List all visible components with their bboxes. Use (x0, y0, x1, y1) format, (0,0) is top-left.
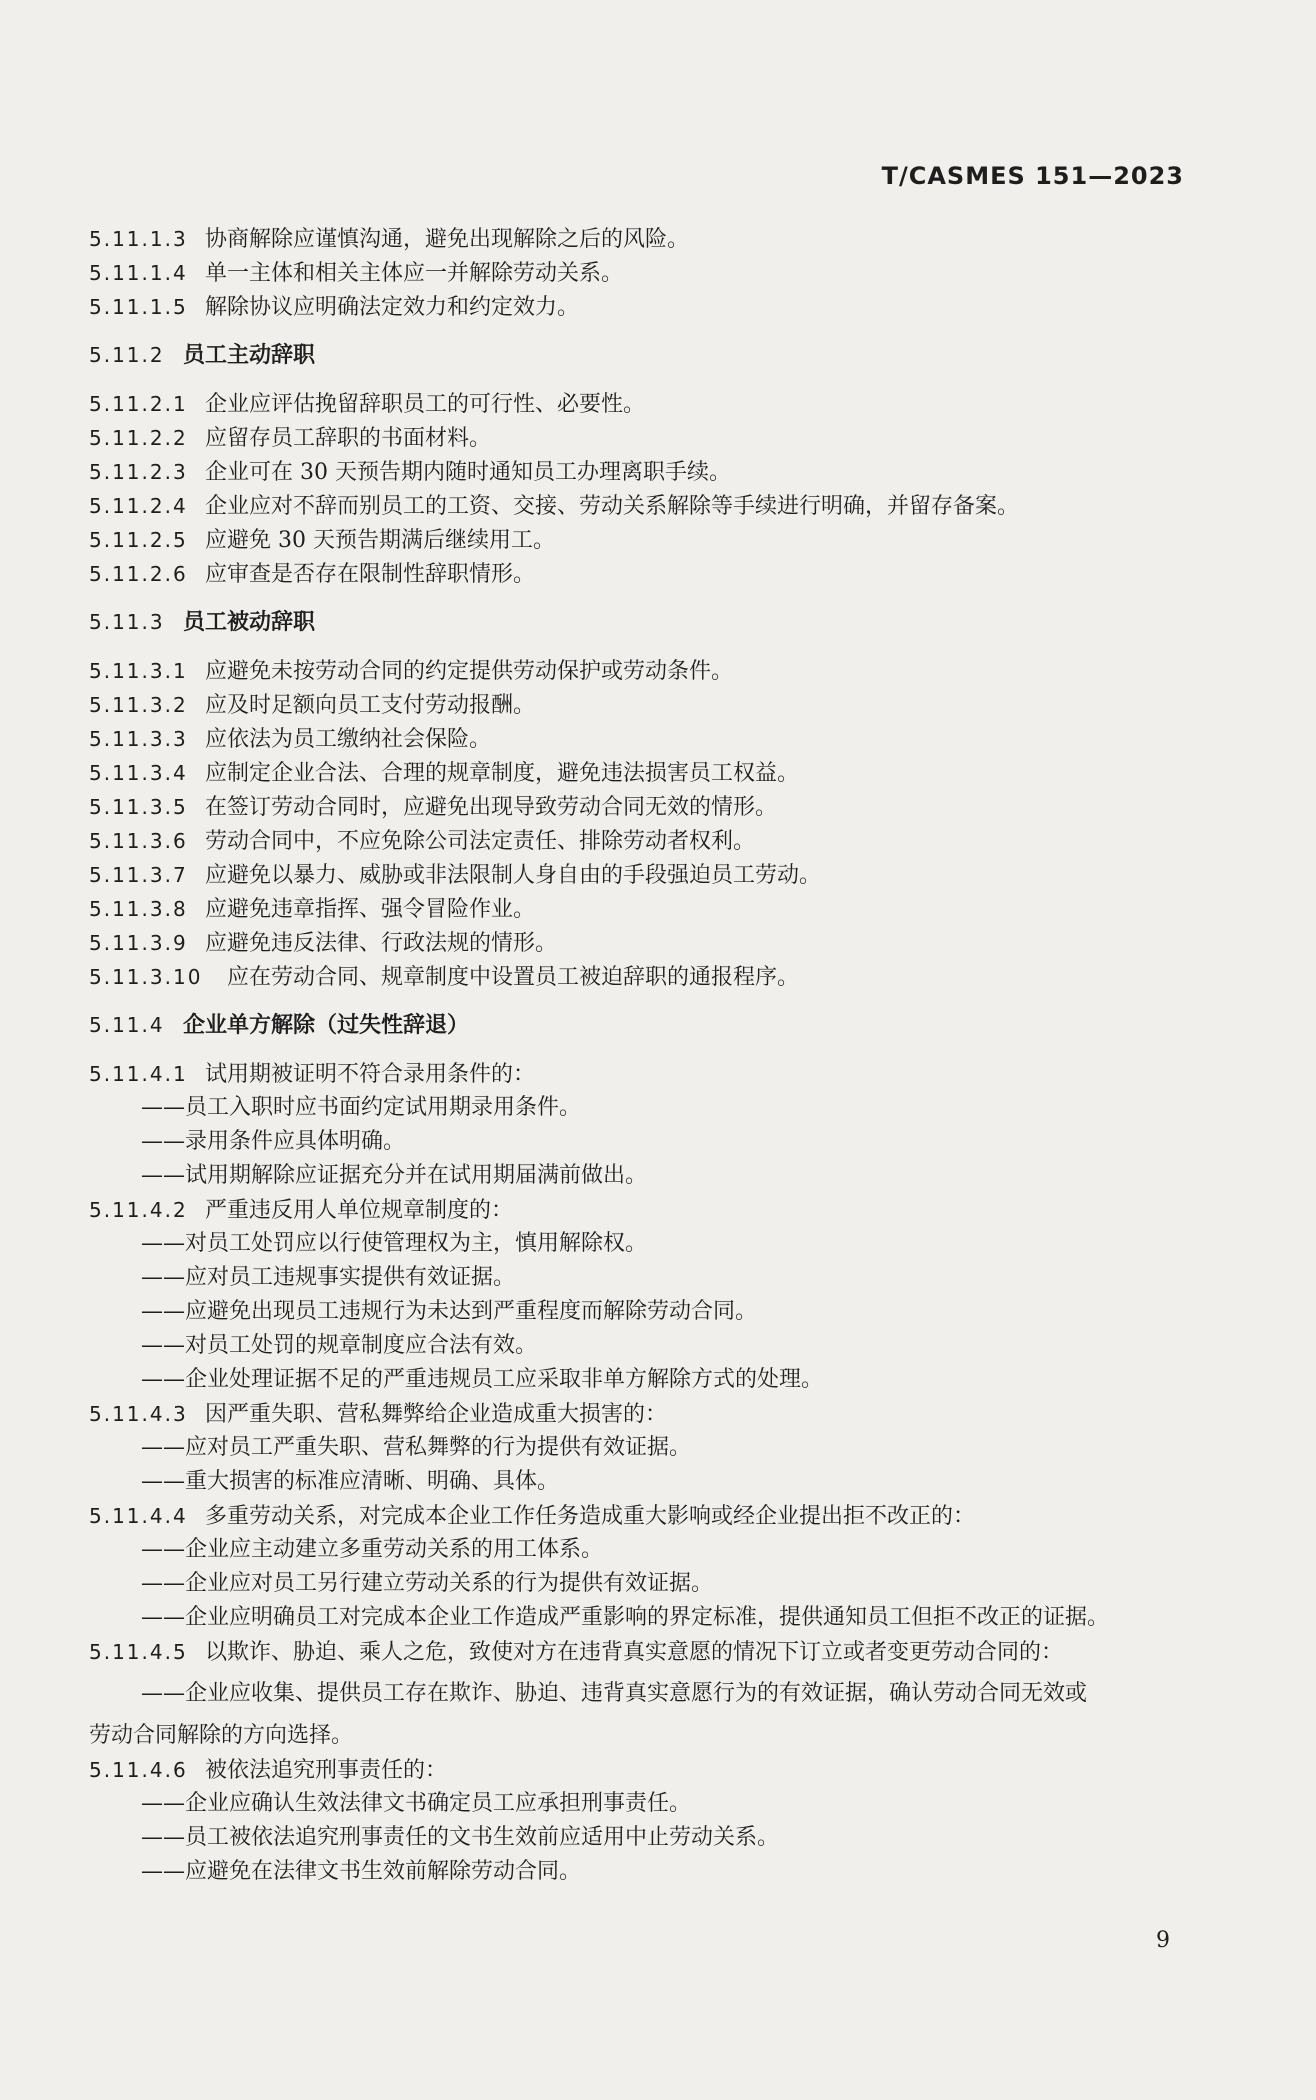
section-title: 员工主动辞职 (183, 343, 316, 368)
clause-5-11-3-1 (89, 654, 1239, 688)
clause-number: 5.11.2.2 (89, 426, 188, 450)
clause-number: 5.11.4.1 (89, 1062, 188, 1086)
list-item: ——试用期解除应证据充分并在试用期届满前做出。 (141, 1163, 648, 1188)
list-item: ——对员工处罚的规章制度应合法有效。 (141, 1333, 538, 1358)
clause-5-11-1-5 (89, 290, 1239, 324)
page-content (89, 222, 1239, 1889)
clause-text: 应在劳动合同、规章制度中设置员工被迫辞职的通报程序。 (227, 965, 800, 990)
clause-text: 被依法追究刑事责任的： (205, 1758, 448, 1783)
clause-5-11-3-8 (89, 892, 1239, 926)
clause-number: 5.11.4.4 (89, 1504, 188, 1528)
clause-5-11-3-6 (89, 824, 1239, 858)
clause-number: 5.11.2.1 (89, 392, 188, 416)
clause-5-11-2-1 (89, 387, 1239, 421)
clause-text: 应留存员工辞职的书面材料。 (205, 426, 492, 451)
list-item: ——员工入职时应书面约定试用期录用条件。 (141, 1095, 582, 1120)
clause-number: 5.11.2.6 (89, 562, 188, 586)
clause-text: 应避免未按劳动合同的约定提供劳动保护或劳动条件。 (205, 659, 734, 684)
clause-5-11-4-3 (89, 1397, 1239, 1431)
section-heading-5-11-3 (89, 605, 1239, 639)
clause-5-11-1-4 (89, 256, 1239, 290)
clause-5-11-3-4 (89, 756, 1239, 790)
clause-number: 5.11.3.2 (89, 693, 188, 717)
list-item: ——企业应明确员工对完成本企业工作造成严重影响的界定标准，提供通知员工但拒不改正的证据。 (141, 1605, 1110, 1630)
clause-text: 严重违反用人单位规章制度的： (205, 1198, 514, 1223)
clause-5-11-4-1 (89, 1057, 1239, 1091)
clause-number: 5.11.1.5 (89, 295, 188, 319)
standard-code: T/CASMES 151—2023 (881, 162, 1184, 190)
clause-5-11-3-7 (89, 858, 1239, 892)
clause-number: 5.11.4.3 (89, 1402, 188, 1426)
clause-5-11-2-5 (89, 523, 1239, 557)
clause-number: 5.11.3.5 (89, 795, 188, 819)
clause-number: 5.11.3.3 (89, 727, 188, 751)
clause-5-11-3-3 (89, 722, 1239, 756)
list-item: ——企业应确认生效法律文书确定员工应承担刑事责任。 (141, 1791, 692, 1816)
clause-5-11-3-5 (89, 790, 1239, 824)
section-number: 5.11.4 (89, 1013, 165, 1037)
clause-number: 5.11.3.8 (89, 897, 188, 921)
clause-text: 企业应评估挽留辞职员工的可行性、必要性。 (205, 392, 646, 417)
clause-5-11-4-4 (89, 1499, 1239, 1533)
clause-text: 单一主体和相关主体应一并解除劳动关系。 (205, 261, 624, 286)
clause-number: 5.11.1.3 (89, 227, 188, 251)
section-title: 员工被动辞职 (183, 610, 316, 635)
clause-5-11-4-2 (89, 1193, 1239, 1227)
clause-number: 5.11.3.10 (89, 965, 203, 989)
clause-text: 应依法为员工缴纳社会保险。 (205, 727, 492, 752)
list-item: ——应对员工违规事实提供有效证据。 (141, 1265, 516, 1290)
clause-text: 应避免以暴力、威胁或非法限制人身自由的手段强迫员工劳动。 (205, 863, 822, 888)
clause-text: 企业可在 30 天预告期内随时通知员工办理离职手续。 (205, 460, 731, 485)
clause-number: 5.11.3.4 (89, 761, 188, 785)
clause-number: 5.11.2.5 (89, 528, 188, 552)
clause-5-11-2-6 (89, 557, 1239, 591)
clause-text: 多重劳动关系，对完成本企业工作任务造成重大影响或经企业提出拒不改正的： (205, 1504, 976, 1529)
clause-text: 应审查是否存在限制性辞职情形。 (205, 562, 536, 587)
clause-number: 5.11.3.7 (89, 863, 188, 887)
clause-5-11-3-10 (89, 960, 1239, 994)
clause-text: 应避免违反法律、行政法规的情形。 (205, 931, 558, 956)
list-item-continuation: 劳动合同解除的方向选择。 (89, 1723, 354, 1748)
clause-number: 5.11.3.9 (89, 931, 188, 955)
clause-text: 在签订劳动合同时，应避免出现导致劳动合同无效的情形。 (205, 795, 778, 820)
list-item: ——对员工处罚应以行使管理权为主，慎用解除权。 (141, 1231, 648, 1256)
clause-5-11-2-2 (89, 421, 1239, 455)
section-number: 5.11.3 (89, 610, 165, 634)
clause-text: 解除协议应明确法定效力和约定效力。 (205, 295, 580, 320)
section-heading-5-11-4 (89, 1008, 1239, 1042)
list-item: ——企业应对员工另行建立劳动关系的行为提供有效证据。 (141, 1571, 714, 1596)
clause-5-11-4-5 (89, 1635, 1239, 1669)
list-item: ——应对员工严重失职、营私舞弊的行为提供有效证据。 (141, 1435, 692, 1460)
clause-text: 应避免 30 天预告期满后继续用工。 (205, 528, 555, 553)
clause-text: 企业应对不辞而别员工的工资、交接、劳动关系解除等手续进行明确，并留存备案。 (205, 494, 1020, 519)
clause-text: 试用期被证明不符合录用条件的： (205, 1062, 536, 1087)
list-item: ——企业应主动建立多重劳动关系的用工体系。 (141, 1537, 604, 1562)
clause-number: 5.11.1.4 (89, 261, 188, 285)
list-item: ——重大损害的标准应清晰、明确、具体。 (141, 1469, 560, 1494)
clause-number: 5.11.4.5 (89, 1640, 188, 1664)
page-number: 9 (1156, 1928, 1170, 1953)
clause-number: 5.11.2.4 (89, 494, 188, 518)
section-number: 5.11.2 (89, 343, 165, 367)
clause-5-11-1-3 (89, 222, 1239, 256)
clause-text: 应及时足额向员工支付劳动报酬。 (205, 693, 536, 718)
clause-text: 以欺诈、胁迫、乘人之危，致使对方在违背真实意愿的情况下订立或者变更劳动合同的： (205, 1640, 1064, 1665)
clause-text: 应避免违章指挥、强令冒险作业。 (205, 897, 536, 922)
clause-text: 协商解除应谨慎沟通，避免出现解除之后的风险。 (205, 227, 690, 252)
list-item: ——企业处理证据不足的严重违规员工应采取非单方解除方式的处理。 (141, 1367, 824, 1392)
clause-5-11-2-3 (89, 455, 1239, 489)
clause-text: 应制定企业合法、合理的规章制度，避免违法损害员工权益。 (205, 761, 800, 786)
list-item: ——应避免出现员工违规行为未达到严重程度而解除劳动合同。 (141, 1299, 758, 1324)
section-title: 企业单方解除（过失性辞退） (183, 1013, 470, 1038)
clause-number: 5.11.3.1 (89, 659, 188, 683)
clause-number: 5.11.4.6 (89, 1758, 188, 1782)
clause-5-11-3-9 (89, 926, 1239, 960)
section-heading-5-11-2 (89, 338, 1239, 372)
list-item: ——员工被依法追究刑事责任的文书生效前应适用中止劳动关系。 (141, 1825, 780, 1850)
clause-5-11-4-6 (89, 1753, 1239, 1787)
clause-number: 5.11.2.3 (89, 460, 188, 484)
clause-5-11-3-2 (89, 688, 1239, 722)
list-item: ——企业应收集、提供员工存在欺诈、胁迫、违背真实意愿行为的有效证据，确认劳动合同无效或 (141, 1681, 1088, 1706)
clause-number: 5.11.4.2 (89, 1198, 188, 1222)
clause-text: 因严重失职、营私舞弊给企业造成重大损害的： (205, 1402, 668, 1427)
list-item: ——录用条件应具体明确。 (141, 1129, 406, 1154)
clause-number: 5.11.3.6 (89, 829, 188, 853)
clause-text: 劳动合同中，不应免除公司法定责任、排除劳动者权利。 (205, 829, 756, 854)
list-item: ——应避免在法律文书生效前解除劳动合同。 (141, 1859, 582, 1884)
clause-5-11-2-4 (89, 489, 1239, 523)
